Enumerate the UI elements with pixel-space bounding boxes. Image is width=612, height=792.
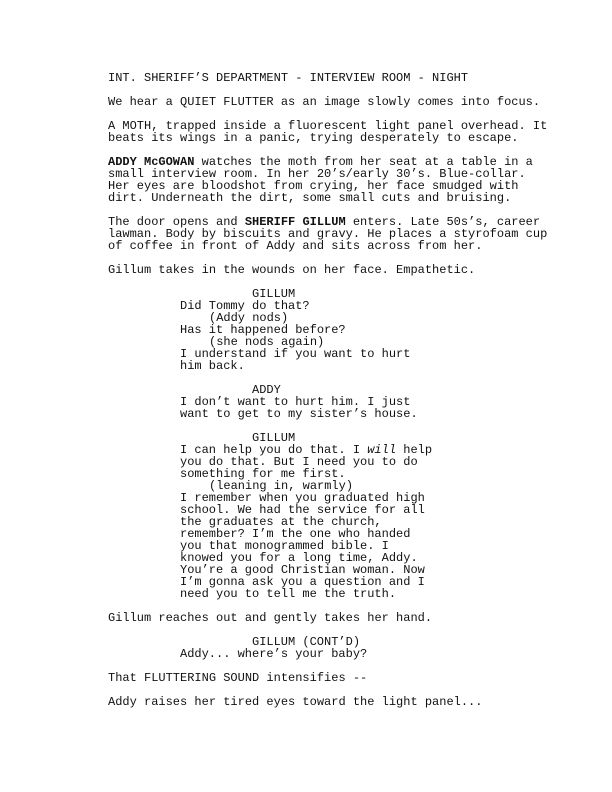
dialogue (180, 396, 418, 420)
dialogue-line: I’m gonna ask you a question and I (180, 575, 425, 589)
dialogue-line: knowed you for a long time, Addy. (180, 551, 418, 565)
action-line: watches the moth from her seat at a table in a (194, 155, 533, 169)
character-cue: GILLUM (CONT’D) (252, 635, 361, 649)
dialogue-line: you that monogrammed bible. I (180, 539, 389, 553)
dialogue (180, 492, 425, 600)
action-line: A MOTH, trapped inside a fluorescent light panel overhead. It (108, 119, 548, 133)
dialogue (180, 444, 432, 480)
dialogue-line: school. We had the service for all (180, 503, 425, 517)
emphasis-word: will (367, 443, 397, 457)
action-quiet-flutter (108, 96, 540, 108)
dialogue-line: Has it happened before? (180, 323, 346, 337)
dialogue-line: You’re a good Christian woman. Now (180, 563, 425, 577)
action-line: Gillum takes in the wounds on her face. Empathetic. (108, 263, 476, 277)
action-line: Her eyes are bloodshot from crying, her face smudged with (108, 179, 519, 193)
action-line: enters. Late 50s’s, career (345, 215, 541, 229)
scene-heading: INT. SHERIFF’S DEPARTMENT - INTERVIEW ROOM - NIGHT (108, 71, 469, 85)
action-line: lawman. Body by biscuits and gravy. He places a styrofoam cup (108, 227, 548, 241)
action-moth (108, 120, 547, 144)
dialogue-line: you do that. But I need you to do (180, 455, 418, 469)
action-line: The door opens and (108, 215, 245, 229)
dialogue-line: help (396, 443, 433, 457)
character-cue: GILLUM (252, 431, 296, 445)
action-addy-intro (108, 156, 533, 204)
character-intro-gillum: SHERIFF GILLUM (244, 215, 346, 229)
action-line: small interview room. In her 20’s/early 30’s. Blue-collar. (108, 167, 526, 181)
action-line: We hear a QUIET FLUTTER as an image slowly comes into focus. (108, 95, 541, 109)
dialogue-line: I don’t want to hurt him. I just (180, 395, 411, 409)
dialogue-line: him back. (180, 359, 245, 373)
dialogue-line: the graduates at the church, (180, 515, 382, 529)
parenthetical: (she nods again) (209, 335, 325, 349)
action-line: Gillum reaches out and gently takes her hand. (108, 611, 433, 625)
action-line: dirt. Underneath the dirt, some small cuts and bruising. (108, 191, 512, 205)
action-line: That FLUTTERING SOUND intensifies -- (108, 671, 368, 685)
action-wounds (108, 264, 475, 276)
action-line: beats its wings in a panic, trying desperately to escape. (108, 131, 519, 145)
dialogue-line: remember? I’m the one who handed (180, 527, 411, 541)
character-cue: GILLUM (252, 287, 296, 301)
action-fluttering-sound (108, 672, 367, 684)
dialogue-line: Did Tommy do that? (180, 299, 310, 313)
dialogue-line: need you to tell me the truth. (180, 587, 397, 601)
dialogue-line: I can help you do that. I (180, 443, 368, 457)
dialogue-line: I remember when you graduated high (180, 491, 425, 505)
action-line: Addy raises her tired eyes toward the light panel... (108, 695, 483, 709)
dialogue (180, 648, 367, 660)
character-intro-addy: ADDY McGOWAN (108, 155, 195, 169)
dialogue-line: want to get to my sister’s house. (180, 407, 418, 421)
action-raises-eyes (108, 696, 482, 708)
action-line: of coffee in front of Addy and sits across from her. (108, 239, 483, 253)
parenthetical: (leaning in, warmly) (209, 479, 354, 493)
dialogue-line: Addy... where’s your baby? (180, 647, 368, 661)
dialogue-line: something for me first. (180, 467, 346, 481)
parenthetical: (Addy nods) (209, 311, 289, 325)
character-cue: ADDY (252, 383, 281, 397)
action-takes-hand (108, 612, 432, 624)
dialogue (180, 348, 410, 372)
dialogue-line: I understand if you want to hurt (180, 347, 411, 361)
action-gillum-intro (108, 216, 547, 252)
